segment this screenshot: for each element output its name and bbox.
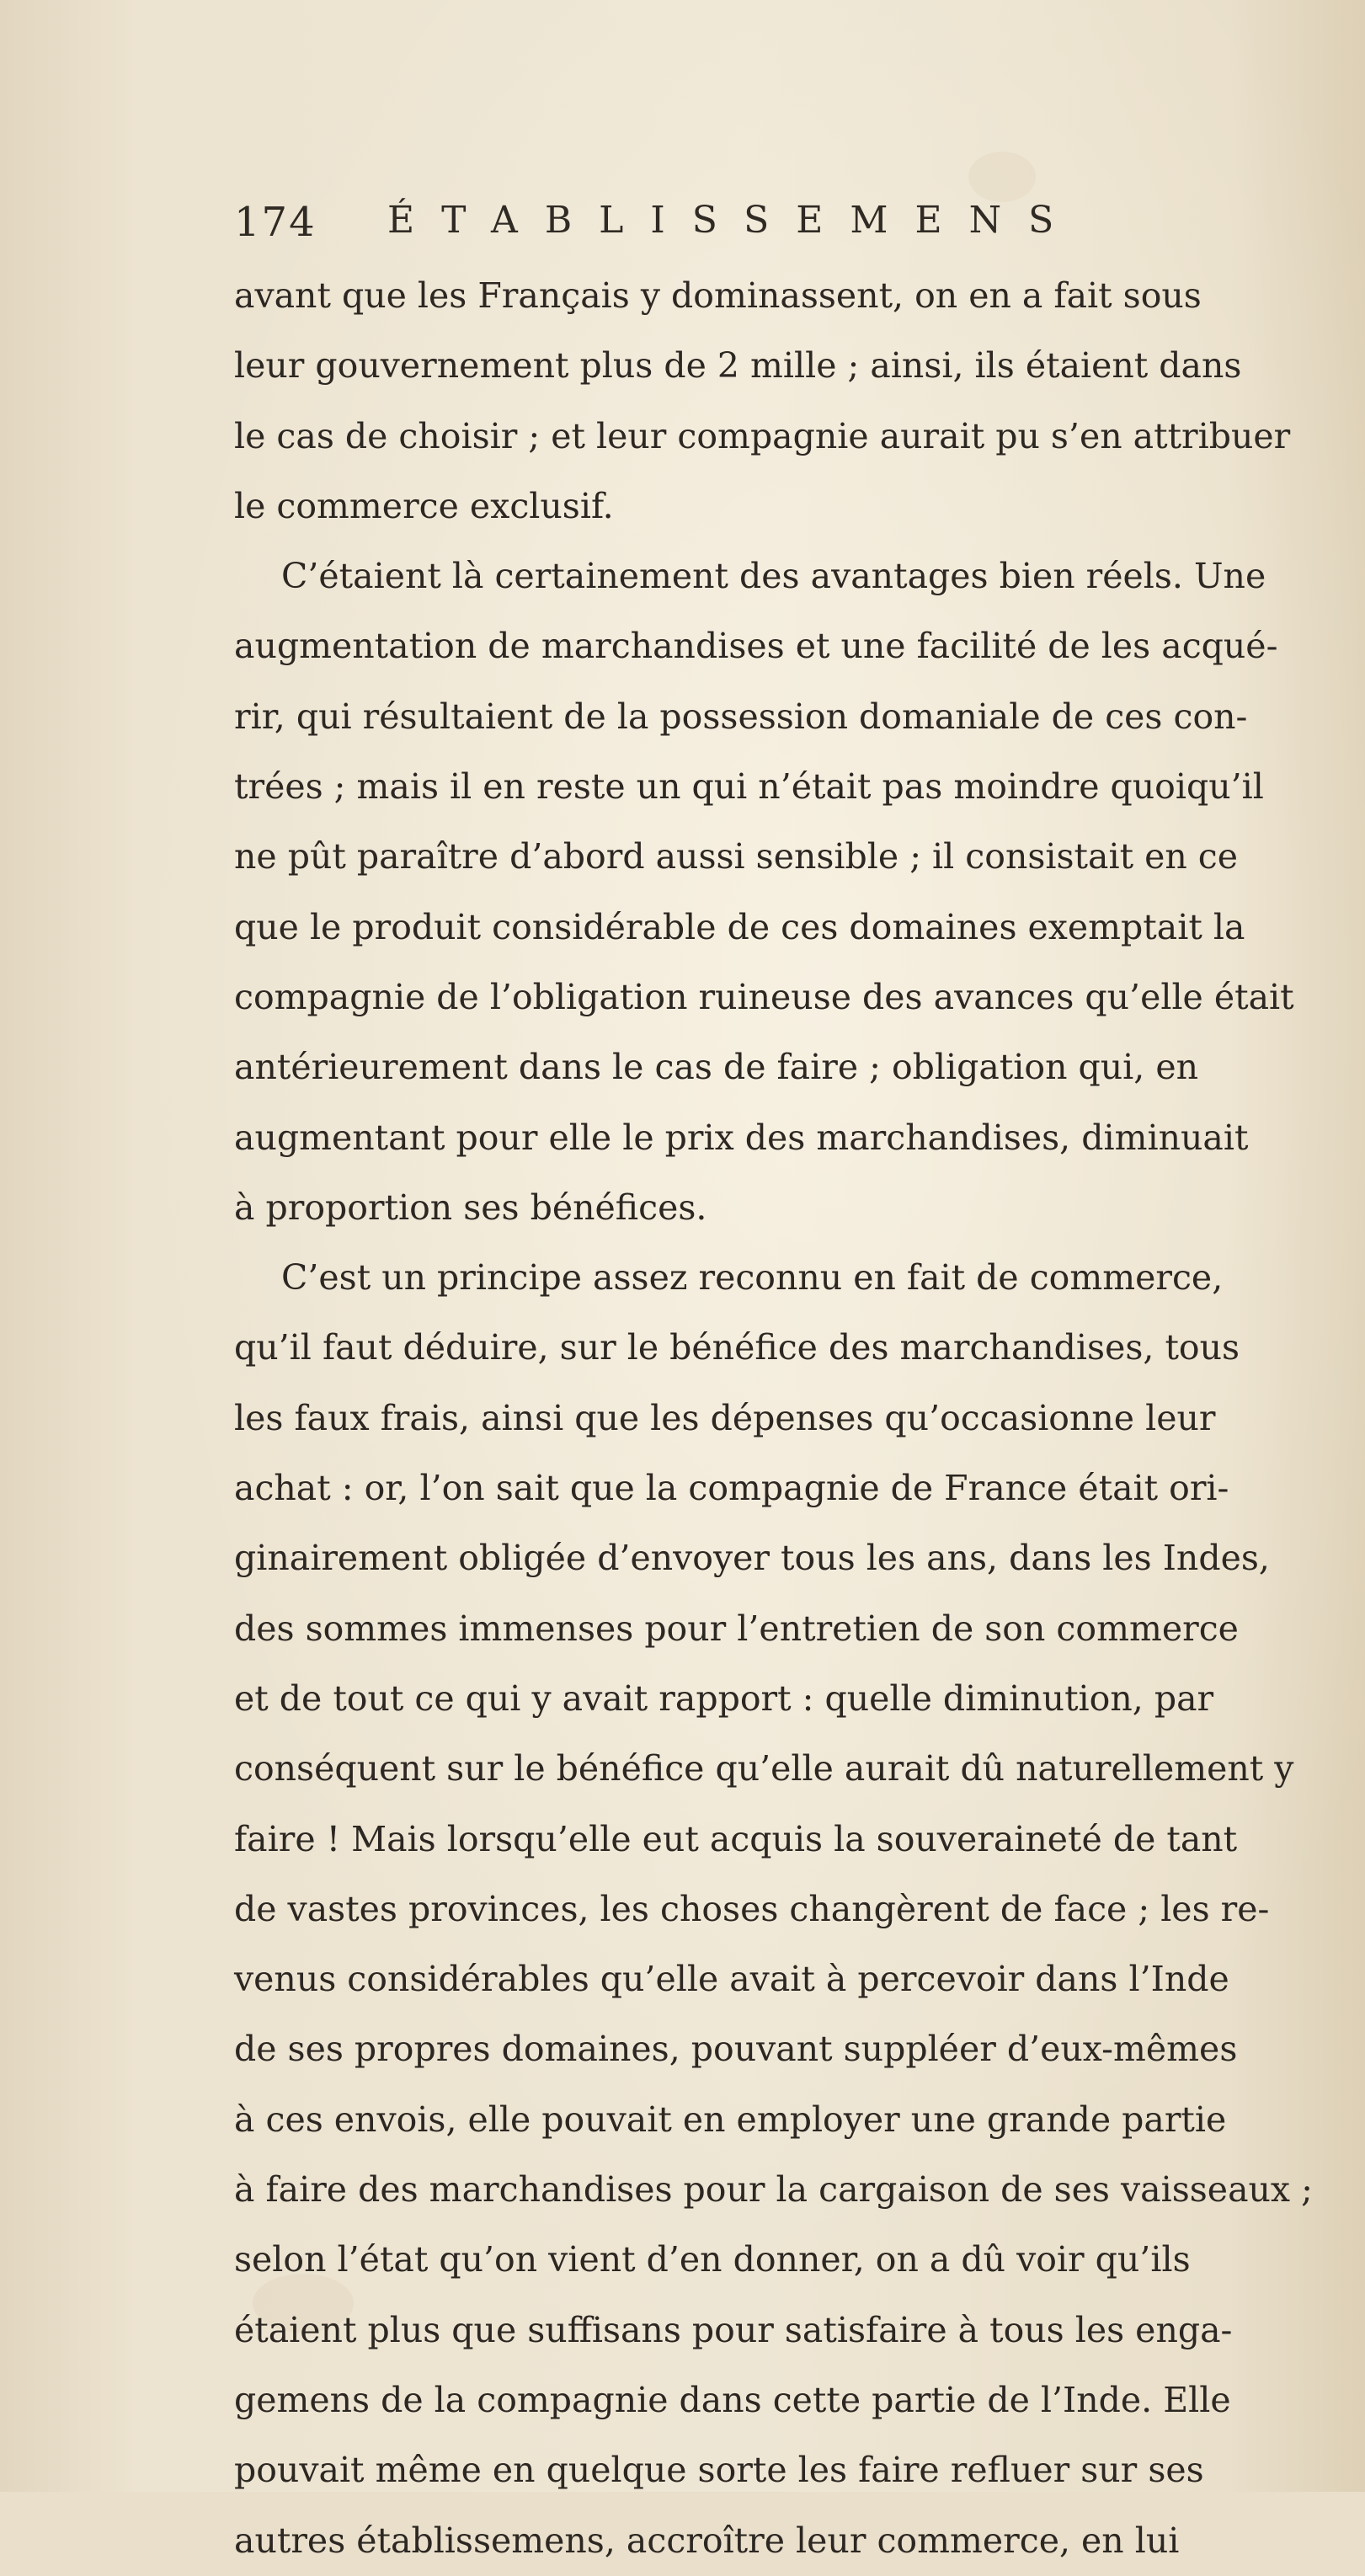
body-text <box>234 261 1362 2576</box>
text-line: C’étaient là certainement des avantages bien réels. Une <box>281 556 1266 597</box>
text-line: avant que les Français y dominassent, on en a fait sous <box>234 275 1202 316</box>
text-line: à ces envois, elle pouvait en employer une grande partie <box>234 2099 1227 2140</box>
text-line: étaient plus que suffisans pour satisfaire à tous les enga- <box>234 2309 1233 2350</box>
text-line: que le produit considérable de ces domaines exemptait la <box>234 906 1245 947</box>
page-header <box>234 190 1160 266</box>
text-line: augmentant pour elle le prix des marchandises, diminuait <box>234 1117 1249 1158</box>
text-line: leur gouvernement plus de 2 mille ; ainsi, ils étaient dans <box>234 345 1242 387</box>
running-head: ÉTABLISSEMENS <box>387 199 1081 242</box>
text-line: venus considérables qu’elle avait à percevoir dans l’Inde <box>234 1959 1229 2000</box>
text-line: selon l’état qu’on vient d’en donner, on a dû voir qu’ils <box>234 2239 1191 2280</box>
text-line: de vastes provinces, les choses changèrent de face ; les re- <box>234 1888 1270 1929</box>
text-line: à faire des marchandises pour la cargaison de ses vaisseaux ; <box>234 2169 1313 2211</box>
text-line: rir, qui résultaient de la possession domaniale de ces con- <box>234 696 1248 737</box>
text-line: autres établissemens, accroître leur commerce, en lui <box>234 2520 1180 2561</box>
text-line: ne pût paraître d’abord aussi sensible ; il consistait en ce <box>234 836 1239 877</box>
text-line: trées ; mais il en reste un qui n’était pas moindre quoiqu’il <box>234 766 1264 808</box>
text-line: qu’il faut déduire, sur le bénéfice des marchandises, tous <box>234 1327 1240 1368</box>
text-line: à proportion ses bénéfices. <box>234 1187 707 1228</box>
text-line: et de tout ce qui y avait rapport : quelle diminution, par <box>234 1677 1214 1719</box>
text-line: de ses propres domaines, pouvant suppléer d’eux-mêmes <box>234 2029 1238 2070</box>
text-line: les faux frais, ainsi que les dépenses qu’occasionne leur <box>234 1397 1216 1438</box>
text-line: compagnie de l’obligation ruineuse des avances qu’elle était <box>234 976 1294 1017</box>
page-number: 174 <box>234 199 317 246</box>
text-line: augmentation de marchandises et une facilité de les acqué- <box>234 626 1278 667</box>
text-line: ginairement obligée d’envoyer tous les ans, dans les Indes, <box>234 1538 1270 1579</box>
text-line: antérieurement dans le cas de faire ; obligation qui, en <box>234 1047 1199 1088</box>
text-line: conséquent sur le bénéfice qu’elle aurait dû naturellement y <box>234 1748 1294 1789</box>
text-line: achat : or, l’on sait que la compagnie de France était ori- <box>234 1468 1229 1509</box>
text-line: pouvait même en quelque sorte les faire refluer sur ses <box>234 2450 1204 2491</box>
text-line: C’est un principe assez reconnu en fait de commerce, <box>281 1257 1224 1299</box>
text-line: faire ! Mais lorsqu’elle eut acquis la souveraineté de tant <box>234 1818 1238 1859</box>
text-line: gemens de la compagnie dans cette partie de l’Inde. Elle <box>234 2379 1231 2420</box>
text-line: le commerce exclusif. <box>234 485 614 526</box>
text-line: des sommes immenses pour l’entretien de son commerce <box>234 1608 1239 1649</box>
text-line: le cas de choisir ; et leur compagnie aurait pu s’en attribuer <box>234 415 1291 456</box>
